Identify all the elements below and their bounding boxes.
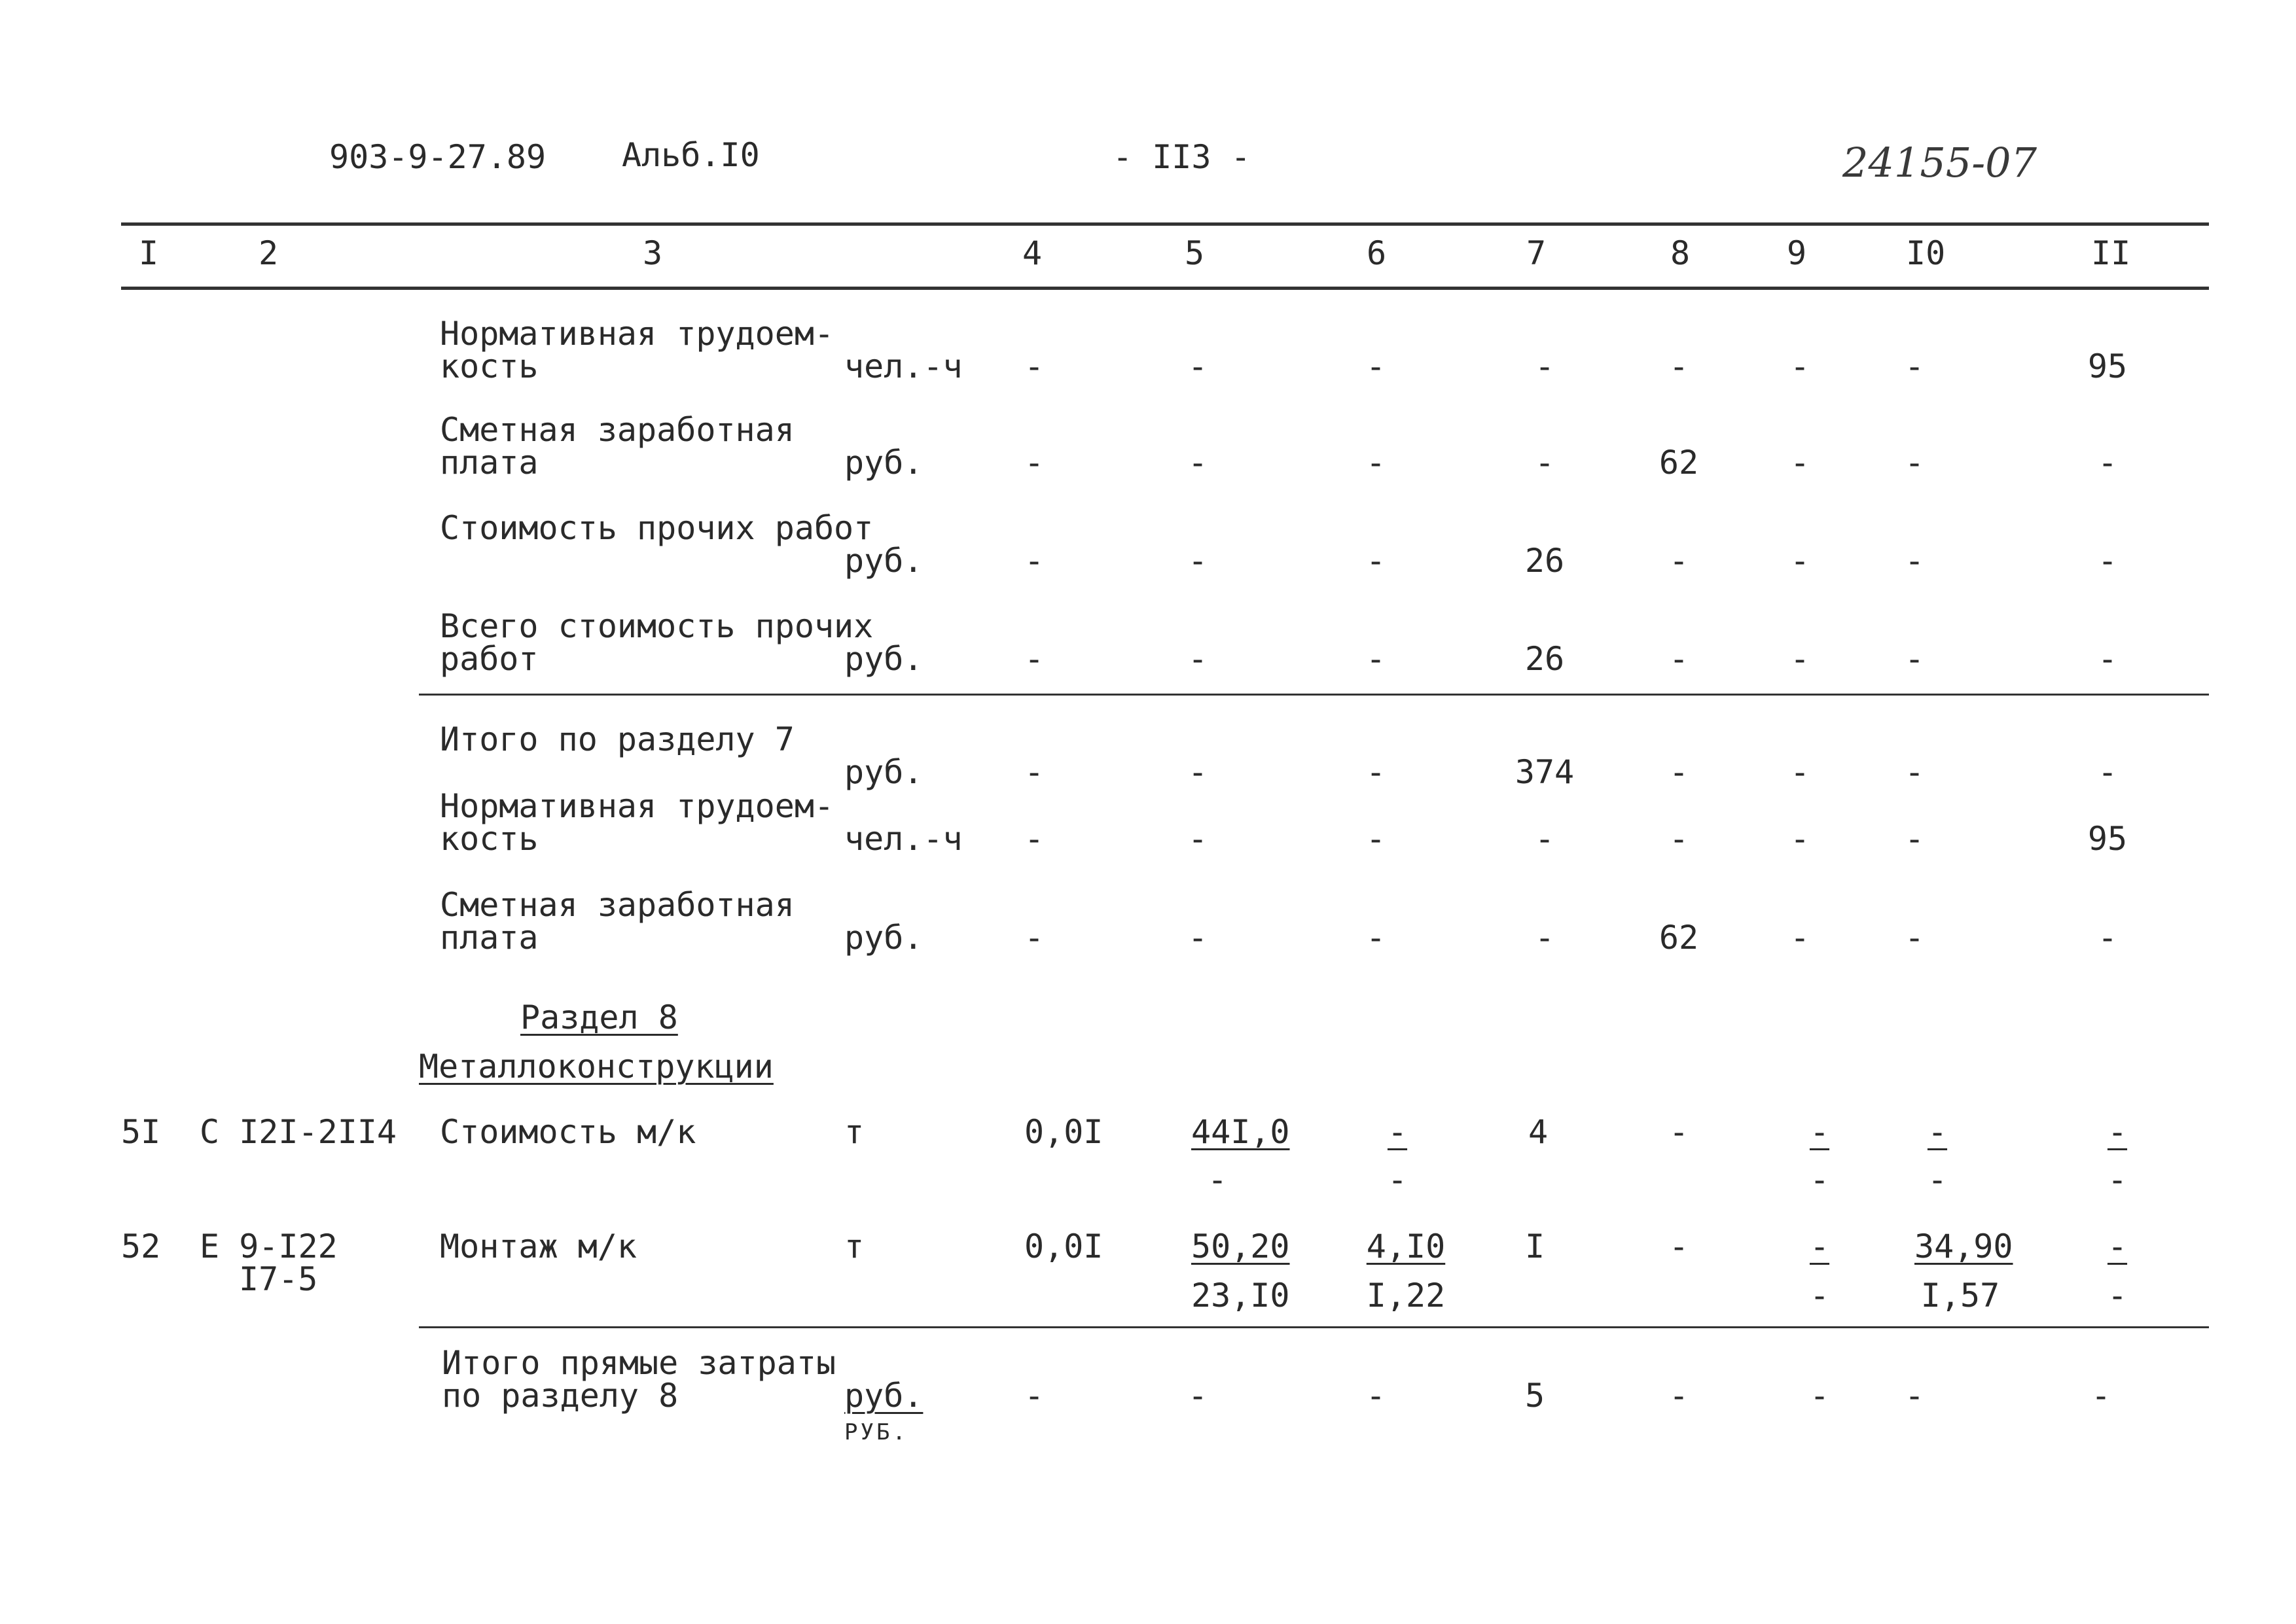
col10: - <box>1904 542 1925 580</box>
col4: - <box>1024 1377 1045 1415</box>
col4: - <box>1024 919 1045 957</box>
col6: - <box>1365 820 1386 858</box>
item-name: Всего стоимость прочих <box>440 607 874 645</box>
item-name: Итого прямые затраты <box>442 1344 836 1382</box>
col10-top: 34,90 <box>1914 1227 2013 1265</box>
col5: - <box>1187 542 1208 580</box>
column-header: 2 <box>259 234 279 272</box>
col10: - <box>1904 919 1925 957</box>
col11-top: - <box>2107 1113 2128 1151</box>
col6: - <box>1365 753 1386 791</box>
col7: - <box>1534 444 1555 482</box>
col4: - <box>1024 347 1045 385</box>
col8: - <box>1668 640 1689 678</box>
col4: - <box>1024 542 1045 580</box>
col7: 26 <box>1524 542 1565 580</box>
col5: - <box>1187 640 1208 678</box>
col5: - <box>1187 1377 1208 1415</box>
col9-bottom: - <box>1809 1161 1830 1199</box>
col6: - <box>1365 1377 1386 1415</box>
col6-bottom: - <box>1387 1161 1408 1199</box>
unit-stamp: РУБ. <box>844 1419 908 1445</box>
document-code: 903-9-27.89 <box>329 138 547 176</box>
section-subtitle: Металлоконструкции <box>419 1048 774 1086</box>
col7: I <box>1524 1227 1545 1265</box>
col5-top: 50,20 <box>1191 1227 1290 1265</box>
col11-top: - <box>2107 1227 2128 1265</box>
col4: - <box>1024 820 1045 858</box>
col11: - <box>2097 444 2118 482</box>
unit: т <box>844 1227 865 1265</box>
col4: - <box>1024 444 1045 482</box>
col9: - <box>1789 444 1810 482</box>
col11: 95 <box>2087 820 2128 858</box>
item-name-line2: по разделу 8 <box>442 1377 679 1415</box>
col8: 62 <box>1659 919 1699 957</box>
col9-top: - <box>1809 1227 1830 1265</box>
col8: - <box>1668 1227 1689 1265</box>
col7: 26 <box>1524 640 1565 678</box>
col5-bottom: - <box>1207 1161 1228 1199</box>
unit: чел.-ч <box>844 347 963 385</box>
col11: - <box>2097 640 2118 678</box>
col7: 5 <box>1524 1377 1545 1415</box>
col7: 374 <box>1515 753 1575 791</box>
rate-code: Е 9-I22 <box>200 1227 338 1265</box>
unit: руб. <box>844 444 924 482</box>
col6: - <box>1365 919 1386 957</box>
col9-bottom: - <box>1809 1277 1830 1315</box>
item-name: Сметная заработная <box>440 411 795 449</box>
col11: - <box>2097 753 2118 791</box>
col10: - <box>1904 444 1925 482</box>
row-number: 5I <box>121 1113 161 1151</box>
col11-bottom: - <box>2107 1161 2128 1199</box>
col6-top: 4,I0 <box>1366 1227 1446 1265</box>
col9: - <box>1789 347 1810 385</box>
unit: т <box>844 1113 865 1151</box>
page-number: - II3 - <box>1113 138 1251 176</box>
col10-top: - <box>1927 1113 1948 1151</box>
item-name: Нормативная трудоем- <box>440 787 834 825</box>
column-header: 8 <box>1670 234 1691 272</box>
column-header: I0 <box>1906 234 1946 272</box>
column-header: 6 <box>1367 234 1387 272</box>
quantity: 0,0I <box>1024 1227 1103 1265</box>
col7: - <box>1534 347 1555 385</box>
item-name: Сметная заработная <box>440 886 795 924</box>
col6: - <box>1365 347 1386 385</box>
col10-bottom: - <box>1927 1161 1948 1199</box>
col5-top: 44I,0 <box>1191 1113 1290 1151</box>
col6: - <box>1365 444 1386 482</box>
item-name: Итого по разделу 7 <box>440 720 795 758</box>
col8: 62 <box>1659 444 1699 482</box>
column-header: 9 <box>1787 234 1807 272</box>
col8: - <box>1668 1377 1689 1415</box>
item-name-line2: кость <box>440 347 539 385</box>
col4: - <box>1024 640 1045 678</box>
col8: - <box>1668 347 1689 385</box>
rate-code-line2: I7-5 <box>239 1260 318 1298</box>
unit: руб. <box>844 919 924 957</box>
col5-bottom: 23,I0 <box>1191 1277 1290 1315</box>
col11: 95 <box>2087 347 2128 385</box>
column-header: II <box>2091 234 2131 272</box>
item-name-line2: кость <box>440 820 539 858</box>
col9: - <box>1789 919 1810 957</box>
col8: - <box>1668 1113 1689 1151</box>
item-name-line2: плата <box>440 444 539 482</box>
quantity: 0,0I <box>1024 1113 1103 1151</box>
item-name: Монтаж м/к <box>440 1227 637 1265</box>
item-name-line2: работ <box>440 640 539 678</box>
item-name-line2: плата <box>440 919 539 957</box>
rate-code: С I2I-2II4 <box>200 1113 397 1151</box>
column-header: 4 <box>1022 234 1043 272</box>
col5: - <box>1187 347 1208 385</box>
col11: - <box>2090 1377 2111 1415</box>
unit: руб. <box>844 640 924 678</box>
unit: руб. <box>844 1377 924 1415</box>
col6: - <box>1365 640 1386 678</box>
col8: - <box>1668 542 1689 580</box>
col7: - <box>1534 820 1555 858</box>
col8: - <box>1668 820 1689 858</box>
col6: - <box>1365 542 1386 580</box>
col11: - <box>2097 542 2118 580</box>
item-name: Нормативная трудоем- <box>440 315 834 353</box>
col7: - <box>1534 919 1555 957</box>
album-label: Альб.I0 <box>622 136 760 174</box>
col9: - <box>1789 753 1810 791</box>
column-header: 5 <box>1185 234 1205 272</box>
col7: 4 <box>1528 1113 1549 1151</box>
col10: - <box>1904 820 1925 858</box>
col9: - <box>1809 1377 1830 1415</box>
col10: - <box>1904 753 1925 791</box>
section-title: Раздел 8 <box>520 998 678 1036</box>
col10: - <box>1904 1377 1925 1415</box>
column-header: 3 <box>643 234 663 272</box>
unit: руб. <box>844 753 924 791</box>
col9: - <box>1789 820 1810 858</box>
table-top-rule <box>121 222 2209 226</box>
col5: - <box>1187 919 1208 957</box>
col10: - <box>1904 640 1925 678</box>
col5: - <box>1187 753 1208 791</box>
col10-bottom: I,57 <box>1920 1277 2000 1315</box>
col9: - <box>1789 542 1810 580</box>
item-name: Стоимость прочих работ <box>440 509 874 547</box>
col8: - <box>1668 753 1689 791</box>
col9: - <box>1789 640 1810 678</box>
col4: - <box>1024 753 1045 791</box>
section-divider <box>419 694 2209 696</box>
col5: - <box>1187 444 1208 482</box>
col5: - <box>1187 820 1208 858</box>
col11: - <box>2097 919 2118 957</box>
col6-top: - <box>1387 1113 1408 1151</box>
header-bottom-rule <box>121 287 2209 290</box>
unit: руб. <box>844 542 924 580</box>
col10: - <box>1904 347 1925 385</box>
col9-top: - <box>1809 1113 1830 1151</box>
col6-bottom: I,22 <box>1366 1277 1446 1315</box>
handwritten-inventory-number: 24155-07 <box>1842 139 2037 186</box>
column-header: 7 <box>1526 234 1547 272</box>
row-number: 52 <box>121 1227 161 1265</box>
item-name: Стоимость м/к <box>440 1113 696 1151</box>
column-header: I <box>139 234 159 272</box>
unit: чел.-ч <box>844 820 963 858</box>
col11-bottom: - <box>2107 1277 2128 1315</box>
total-divider <box>419 1326 2209 1328</box>
